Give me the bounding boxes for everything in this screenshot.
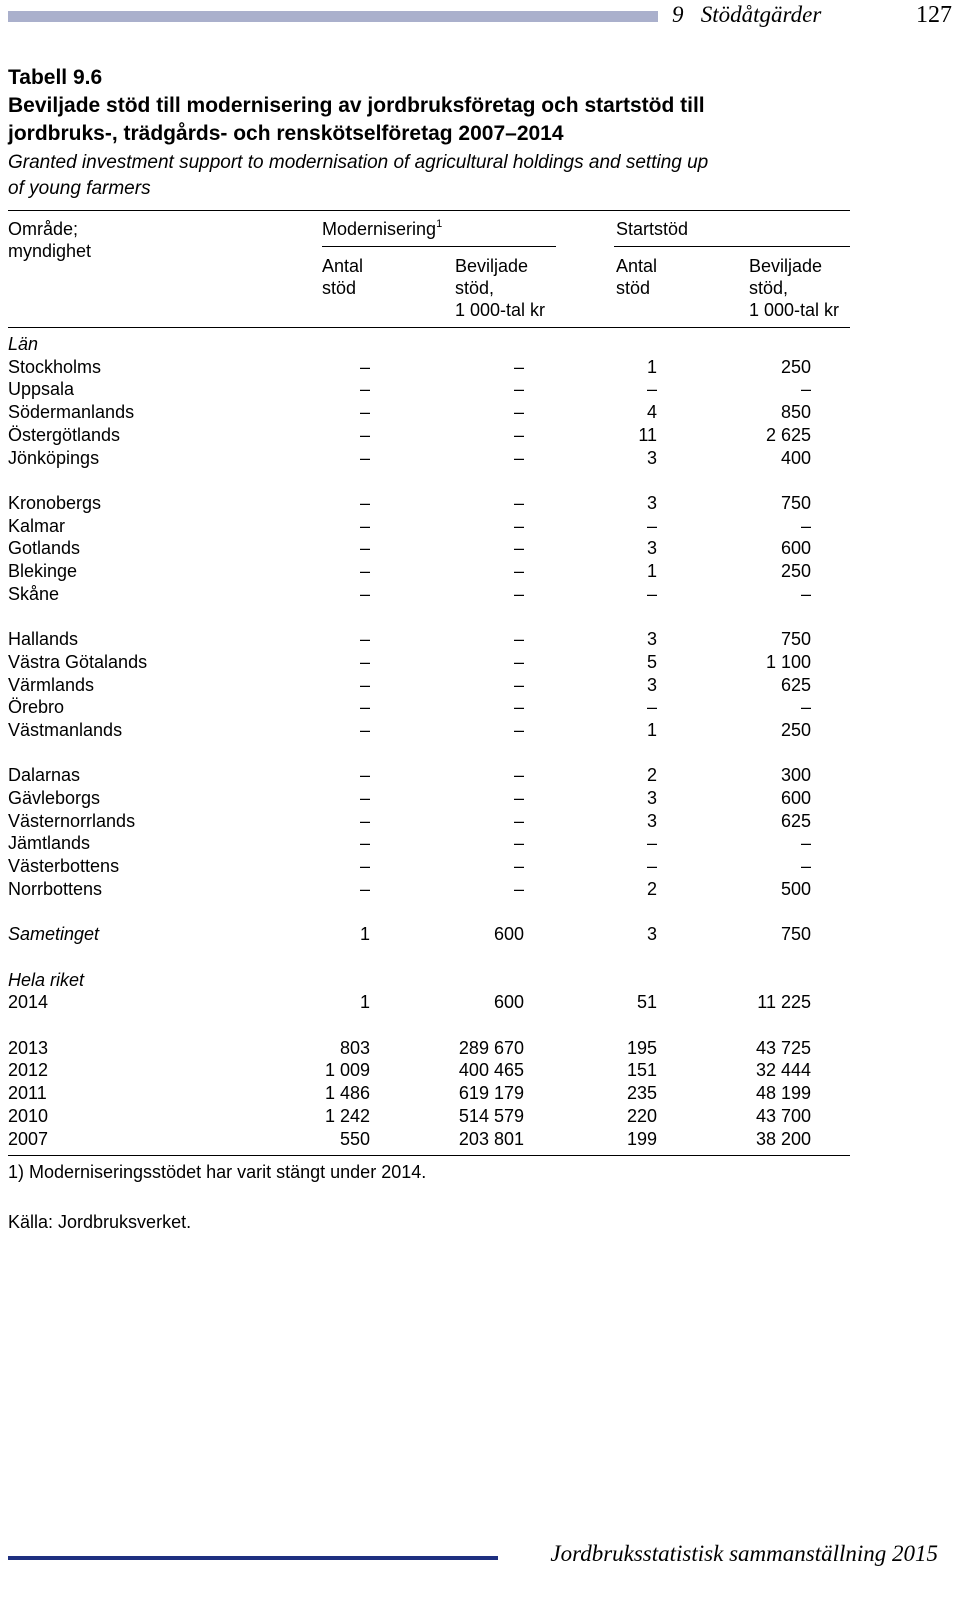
table-cell: – <box>359 583 370 604</box>
row-label: Västmanlands <box>8 719 123 740</box>
table-cell: – <box>800 856 811 877</box>
sub-bev-mod-line-1: Beviljade <box>455 256 529 276</box>
group-rule-startstod <box>614 246 850 247</box>
table-cell: 3 <box>646 924 657 945</box>
table-cell: – <box>646 515 657 536</box>
table-cell: 11 <box>638 424 657 445</box>
page-number: 127 <box>916 2 952 28</box>
sub-bev-mod-line-3: 1 000-tal kr <box>455 300 546 320</box>
row-label: Kronobergs <box>8 492 102 513</box>
table-cell: 550 <box>339 1128 370 1149</box>
table-cell: 1 <box>359 924 370 945</box>
table-label: Tabell 9.6 <box>8 66 103 89</box>
table-top-rule <box>8 210 850 211</box>
footnote-marker: 1 <box>436 218 443 230</box>
table-cell: 38 200 <box>755 1128 811 1149</box>
table-cell: – <box>359 765 370 786</box>
row-label: 2011 <box>8 1083 47 1104</box>
table-cell: – <box>800 379 811 400</box>
table-cell: – <box>359 856 370 877</box>
row-label: 2012 <box>8 1060 49 1081</box>
table-cell: 5 <box>646 651 657 672</box>
table-cell: – <box>359 719 370 740</box>
table-cell: – <box>800 515 811 536</box>
row-label: Södermanlands <box>8 402 135 423</box>
sub-antal-mod-line-1: Antal <box>322 256 364 276</box>
group-rule-modernisering <box>322 246 556 247</box>
table-cell: – <box>513 765 524 786</box>
row-label: Västernorrlands <box>8 810 136 831</box>
row-label: Dalarnas <box>8 765 81 786</box>
table-cell: 250 <box>780 356 811 377</box>
table-cell: 220 <box>626 1105 657 1126</box>
table-cell: – <box>359 629 370 650</box>
table-cell: – <box>513 447 524 468</box>
table-cell: 400 <box>780 447 811 468</box>
table-cell: 2 <box>646 765 657 786</box>
row-label: Jönköpings <box>8 447 100 468</box>
table-cell: – <box>513 402 524 423</box>
table-cell: – <box>646 697 657 718</box>
table-cell: 3 <box>646 538 657 559</box>
table-cell: – <box>513 492 524 513</box>
table-cell: 235 <box>626 1083 657 1104</box>
table-cell: – <box>359 878 370 899</box>
table-cell: 300 <box>780 765 811 786</box>
table-cell: – <box>513 833 524 854</box>
table-cell: 750 <box>780 629 811 650</box>
source-note: Källa: Jordbruksverket. <box>8 1212 192 1232</box>
section-heading: Län <box>8 334 39 354</box>
table-cell: 1 <box>359 992 370 1013</box>
table-cell: – <box>513 424 524 445</box>
table-cell: – <box>359 424 370 445</box>
table-cell: – <box>800 833 811 854</box>
table-cell: 1 100 <box>765 651 811 672</box>
table-cell: – <box>646 833 657 854</box>
table-cell: – <box>359 379 370 400</box>
table-cell: 32 444 <box>755 1060 811 1081</box>
table-cell: 514 579 <box>458 1105 524 1126</box>
table-cell: 1 242 <box>324 1105 370 1126</box>
table-cell: – <box>513 379 524 400</box>
table-cell: 3 <box>646 447 657 468</box>
table-cell: – <box>359 788 370 808</box>
table-cell: 750 <box>780 924 811 945</box>
table-cell: – <box>513 719 524 740</box>
table-cell: 803 <box>339 1037 370 1058</box>
row-label: Västra Götalands <box>8 651 148 672</box>
col-area-header-line-2: myndighet <box>8 241 92 261</box>
table-cell: 600 <box>493 924 524 945</box>
row-label: Värmlands <box>8 674 95 695</box>
sub-antal-start-line-2: stöd <box>616 278 651 298</box>
table-cell: 1 <box>646 356 657 377</box>
row-label: Norrbottens <box>8 878 103 899</box>
table-cell: – <box>359 515 370 536</box>
table-cell: – <box>359 674 370 695</box>
table-cell: – <box>513 856 524 877</box>
sub-antal-start-line-1: Antal <box>616 256 658 276</box>
footer-rule <box>8 1556 498 1560</box>
row-label: Kalmar <box>8 515 66 536</box>
table-cell: 625 <box>780 674 811 695</box>
table-cell: 51 <box>636 992 657 1013</box>
table-cell: 289 670 <box>458 1037 524 1058</box>
table-cell: 3 <box>646 629 657 650</box>
table-cell: 600 <box>780 788 811 808</box>
table-cell: – <box>359 356 370 377</box>
group-header-modernisering-label: Modernisering <box>322 219 437 239</box>
footnote: 1) Moderniseringsstödet har varit stängt under 2014. <box>8 1162 427 1182</box>
table-cell: 500 <box>780 878 811 899</box>
row-label: Örebro <box>8 697 65 718</box>
table-cell: – <box>513 538 524 559</box>
table-cell: – <box>513 674 524 695</box>
table-cell: 600 <box>493 992 524 1013</box>
table-cell: 11 225 <box>757 992 811 1013</box>
row-label: 2010 <box>8 1105 49 1126</box>
row-label: Stockholms <box>8 356 102 377</box>
table-cell: – <box>359 651 370 672</box>
table-cell: 195 <box>626 1037 657 1058</box>
header-bottom-rule <box>8 327 850 328</box>
title-english-line-1: Granted investment support to modernisation of agricultural holdings and setting up <box>8 152 709 173</box>
table-cell: 2 625 <box>765 424 811 445</box>
row-label: Uppsala <box>8 379 75 400</box>
table-cell: 3 <box>646 674 657 695</box>
table-cell: – <box>800 697 811 718</box>
sub-antal-mod-line-2: stöd <box>322 278 357 298</box>
row-label: Skåne <box>8 583 60 604</box>
table-cell: 1 486 <box>324 1083 370 1104</box>
title-swedish-line-2: jordbruks-, trädgårds- och renskötselföretag 2007–2014 <box>8 122 564 145</box>
row-label: Jämtlands <box>8 833 91 854</box>
table-cell: 1 <box>646 719 657 740</box>
section-heading: Hela riket <box>8 969 85 990</box>
table-cell: – <box>513 561 524 581</box>
table-cell: 151 <box>626 1060 657 1081</box>
table-cell: – <box>359 447 370 468</box>
header-rule <box>8 11 658 22</box>
table-cell: – <box>646 379 657 400</box>
table-cell: 3 <box>646 492 657 513</box>
table-cell: 199 <box>626 1128 657 1149</box>
row-label: Gävleborgs <box>8 788 101 808</box>
row-label: 2013 <box>8 1037 49 1058</box>
sub-bev-mod-line-2: stöd, <box>455 278 495 298</box>
table-cell: – <box>513 878 524 899</box>
table-cell: – <box>646 583 657 604</box>
table-cell: 203 801 <box>458 1128 524 1149</box>
title-swedish-line-1: Beviljade stöd till modernisering av jordbruksföretag och startstöd till <box>8 94 705 117</box>
table-cell: 750 <box>780 492 811 513</box>
sub-bev-start-line-1: Beviljade <box>749 256 823 276</box>
row-label: Östergötlands <box>8 424 121 445</box>
table-cell: – <box>359 561 370 581</box>
table-cell: 2 <box>646 878 657 899</box>
table-cell: – <box>359 833 370 854</box>
table-cell: – <box>800 583 811 604</box>
table-cell: – <box>513 810 524 831</box>
table-cell: – <box>513 697 524 718</box>
table-cell: – <box>513 788 524 808</box>
table-cell: – <box>513 629 524 650</box>
table-cell: 250 <box>780 561 811 581</box>
table-cell: 1 <box>646 561 657 581</box>
table-cell: 625 <box>780 810 811 831</box>
sub-bev-start-line-2: stöd, <box>749 278 789 298</box>
row-label: Hallands <box>8 629 79 650</box>
sub-bev-start-line-3: 1 000-tal kr <box>749 300 840 320</box>
table-cell: 400 465 <box>458 1060 524 1081</box>
publication-title: Jordbruksstatistisk sammanställning 2015 <box>550 1541 938 1566</box>
group-header-startstod: Startstöd <box>616 219 689 239</box>
title-english-line-2: of young farmers <box>8 178 151 199</box>
table-cell: 43 725 <box>755 1037 811 1058</box>
chapter-title: 9 Stödåtgärder <box>672 2 822 27</box>
table-cell: 3 <box>646 810 657 831</box>
table-cell: – <box>359 492 370 513</box>
table-cell: – <box>359 810 370 831</box>
table-cell: – <box>513 583 524 604</box>
table-cell: 1 009 <box>324 1060 370 1081</box>
row-label: Gotlands <box>8 538 81 559</box>
table-cell: 850 <box>780 402 811 423</box>
table-cell: 600 <box>780 538 811 559</box>
row-label: 2014 <box>8 992 49 1013</box>
table-cell: – <box>513 515 524 536</box>
table-cell: 48 199 <box>755 1083 811 1104</box>
table-cell: – <box>359 697 370 718</box>
table-cell: 4 <box>646 402 657 423</box>
table-cell: 250 <box>780 719 811 740</box>
table-cell: 43 700 <box>755 1105 811 1126</box>
row-label: Västerbottens <box>8 856 120 877</box>
row-label: 2007 <box>8 1128 49 1149</box>
table-cell: – <box>513 651 524 672</box>
table-cell: – <box>513 356 524 377</box>
table-cell: – <box>359 402 370 423</box>
table-cell: – <box>646 856 657 877</box>
row-label: Blekinge <box>8 561 78 581</box>
table-cell: 619 179 <box>458 1083 524 1104</box>
table-bottom-rule <box>8 1155 850 1156</box>
group-header-modernisering <box>322 218 442 240</box>
table-cell: – <box>359 538 370 559</box>
row-label: Sametinget <box>8 924 100 945</box>
col-area-header-line-1: Område; <box>8 219 79 239</box>
table-cell: 3 <box>646 788 657 808</box>
